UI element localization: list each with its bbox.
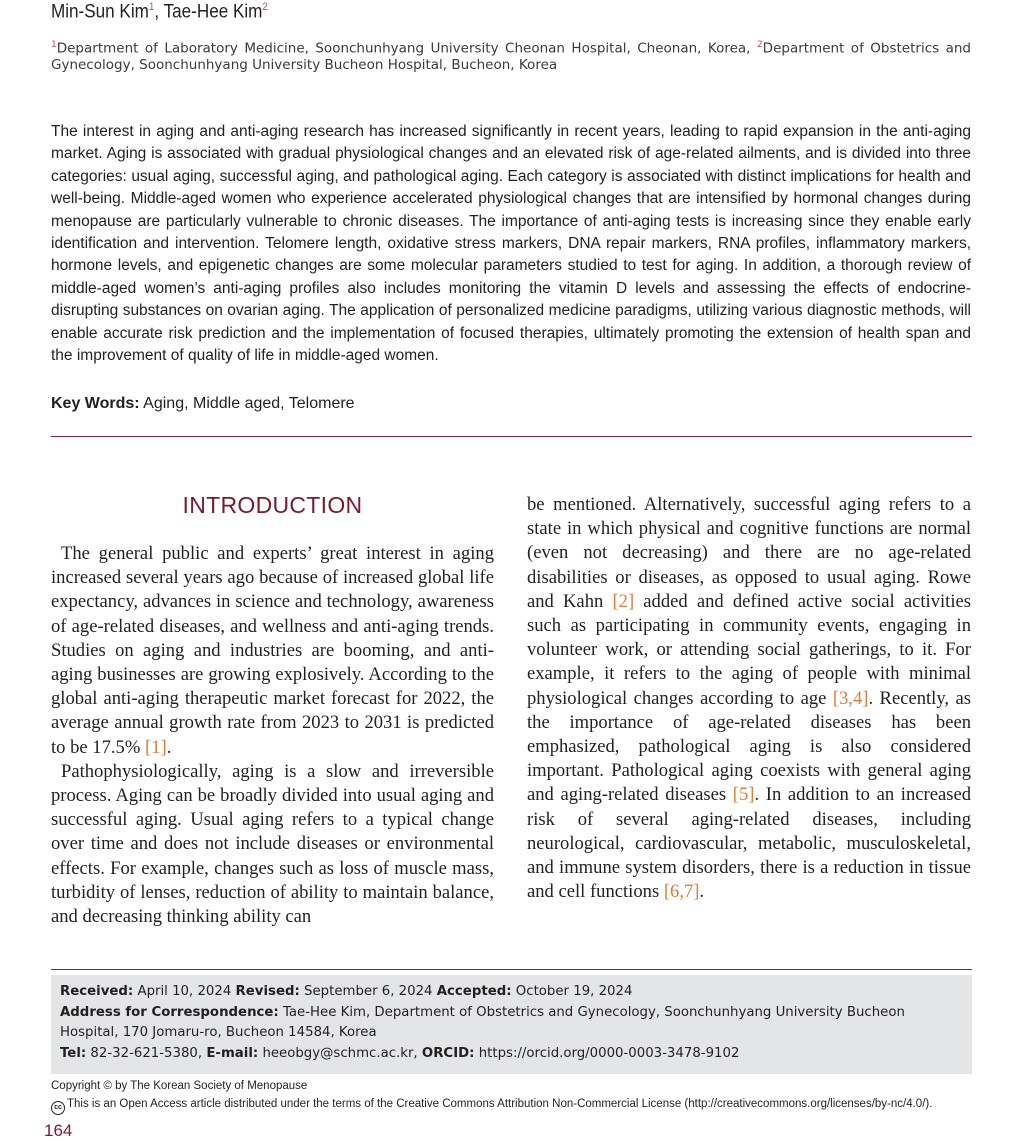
body-column-right	[527, 493, 971, 904]
dates-line: Received: April 10, 2024 Revised: September 6, 2024 Accepted: October 19, 2024	[60, 984, 633, 999]
reference-link[interactable]: [3,4]	[832, 687, 869, 709]
author-name: Min-Sun Kim	[51, 1, 149, 23]
keywords-label: Key Words:	[51, 395, 140, 412]
license-text: This is an Open Access article distributed under the terms of the Creative Commons Attribution Non-Commercial License (http://creativecommons.org/licenses/by-nc/4.0/).	[67, 1098, 933, 1110]
correspondence-box	[51, 975, 972, 1074]
license-line	[51, 1098, 932, 1115]
email-link[interactable]: heeobgy@schmc.ac.kr,	[258, 1045, 422, 1061]
body-column-left	[51, 542, 494, 929]
author-affiliation-sup: 2	[262, 1, 268, 13]
abstract: The interest in aging and anti-aging research has increased significantly in recent years, leading to rapid expansion in the anti-aging market. Aging is associated with gradual physiological changes and an elevated risk of age-related ailments, and is divided into three categories: usual aging, successful aging, and pathological aging. Each category is associated with distinct implications for health and well-being. Middle-aged women who experience accelerated physiological changes that are intensified by hormonal changes during menopause are particularly vulnerable to chronic diseases. The importance of anti-aging tests is increasing since they enable early identification and intervention. Telomere length, oxidative stress markers, DNA repair markers, RNA profiles, inflammatory markers, hormone levels, and epigenetic changes are some molecular parameters studied to test for aging. In addition, a thorough review of middle-aged women’s anti-aging profiles also includes monitoring the vitamin D levels and assessing the effects of endocrine-disrupting substances on ovarian aging. The application of personalized medicine paradigms, utilizing various diagnostic methods, will enable accurate risk prediction and the implementation of focused therapies, ultimately promoting the extension of health span and the improvement of quality of life in middle-aged women.	[51, 123, 971, 365]
body-paragraph: be mentioned. Alternatively, successful aging refers to a state in which physical and cognitive functions are normal (even not decreasing) and there are no age-related disabilities or diseases, as opposed to usual aging. Rowe and Kahn [2] added and defined active social activities such as participating in community events, engaging in volunteer work, or attending social gatherings, to it. For example, it refers to the aging of people with minimal physiological changes according to age [3,4]. Recently, as the importance of age-related diseases has been emphasized, pathological aging is also considered important. Pathological aging coexists with general aging and aging-related diseases [5]. In addition to an increased risk of several aging-related diseases, including neurological, cardiovascular, metabolic, musculoskeletal, and immune system disorders, there is a reduction in tissue and cell functions [6,7].	[527, 494, 971, 903]
affiliation-text: Department of Laboratory Medicine, Soonchunhyang University Cheonan Hospital, Cheonan, Korea,	[56, 40, 757, 57]
affiliations	[51, 37, 971, 73]
section-heading: INTRODUCTION	[182, 492, 363, 518]
orcid-link[interactable]: https://orcid.org/0000-0003-3478-9102	[474, 1045, 740, 1061]
keywords-value: Aging, Middle aged, Telomere	[139, 395, 355, 412]
reference-link[interactable]: [2]	[612, 590, 635, 612]
body-paragraph: Pathophysiologically, aging is a slow and irreversible process. Aging can be broadly divided into usual aging and successful aging. Usual aging refers to a typical change over time and does not include diseases or environmental effects. For example, changes such as loss of muscle mass, turbidity of lenses, reduction of ability to maintain balance, and decreasing thinking ability can	[51, 760, 494, 928]
page-number: 164	[44, 1121, 73, 1140]
affiliation-text: Department of Obstetrics and Gynecology, Soonchunhyang University Bucheon Hospital, Bucheon, Korea	[51, 40, 971, 73]
creative-commons-icon: cc	[51, 1101, 65, 1115]
reference-link[interactable]: [1]	[145, 736, 167, 758]
body-paragraph: The general public and experts’ great interest in aging increased several years ago because of increased global life expectancy, advances in science and technology, awareness of age-related diseases, and wellness and anti-aging trends. Studies on aging and industries are booming, and anti-aging businesses are growing explosively. According to the global anti-aging therapeutic market forecast for 2022, the average annual growth rate from 2023 to 2031 is predicted to be 17.5% [1].	[51, 543, 494, 758]
affiliation-sup: 2	[756, 40, 763, 50]
affiliation-sup: 1	[51, 40, 57, 50]
section-divider	[51, 436, 972, 437]
author-line: Min-Sun Kim$^1$, Tae-Hee Kim$^2$	[51, 1, 268, 23]
contact-line: Tel: 82-32-621-5380, E-mail: heeobgy@schmc.ac.kr, ORCID: https://orcid.org/0000-0003-3478-9102	[60, 1045, 740, 1061]
author-name: Tae-Hee Kim	[163, 1, 263, 23]
keywords	[51, 395, 355, 413]
footer-divider	[51, 969, 972, 970]
copyright: Copyright © by The Korean Society of Menopause	[51, 1080, 308, 1092]
reference-link[interactable]: [6,7]	[663, 881, 700, 903]
address-line: Address for Correspondence: Tae-Hee Kim, Department of Obstetrics and Gynecology, Soonchunhyang University Bucheon Hospital, 170 Jomaru-ro, Bucheon 14584, Korea	[60, 1004, 905, 1040]
reference-link[interactable]: [5]	[732, 784, 755, 806]
author-affiliation-sup: 1	[148, 1, 155, 13]
